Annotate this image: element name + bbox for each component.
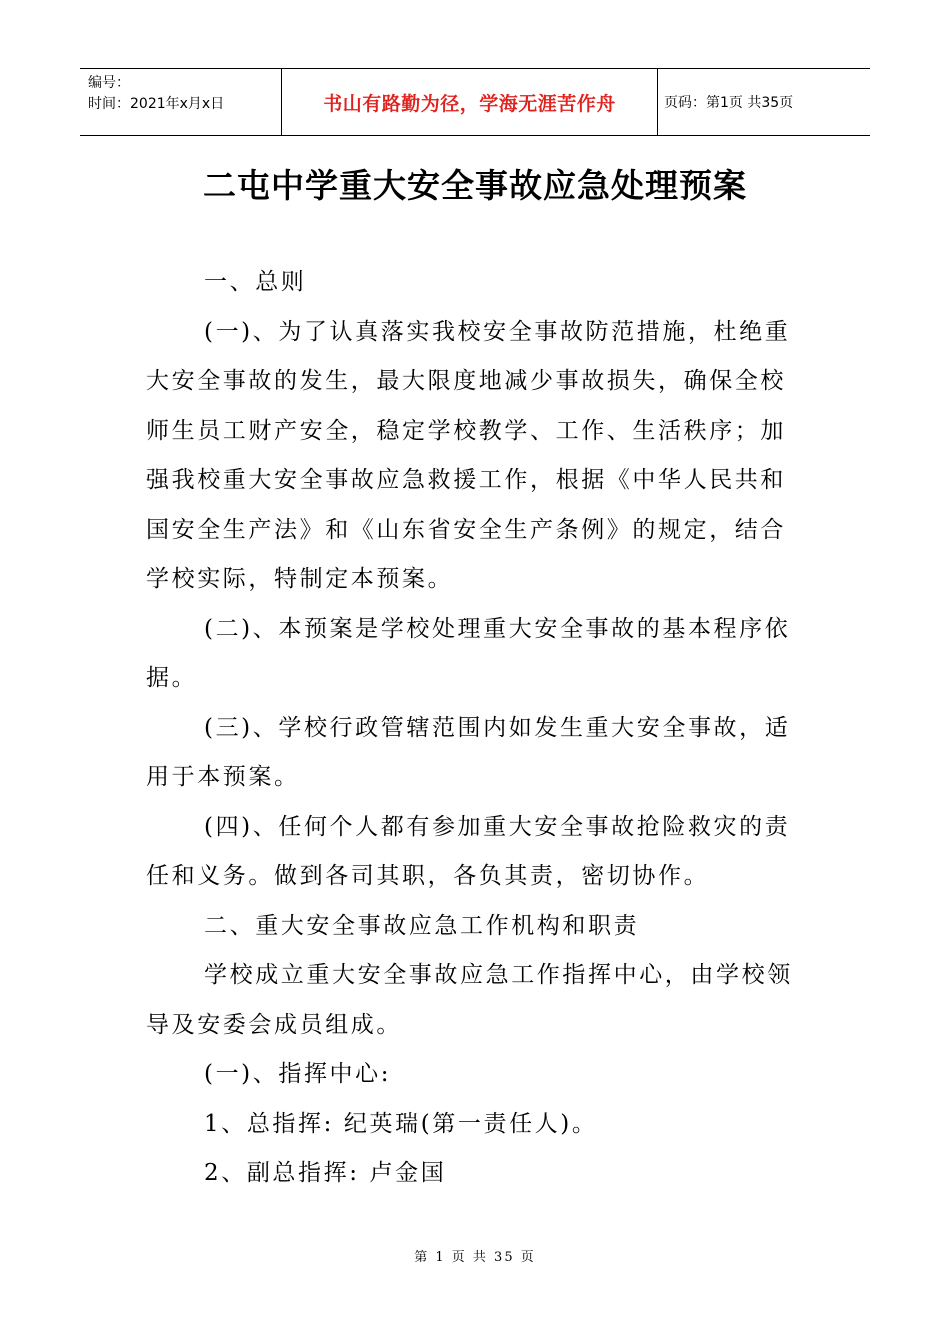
paragraph: (二)、本预案是学校处理重大安全事故的基本程序依据。 (146, 615, 791, 691)
paragraph: (一)、为了认真落实我校安全事故防范措施，杜绝重大安全事故的发生，最大限度地减少事故损失，确保全校师生员工财产安全，稳定学校教学、工作、生活秩序；加强我校重大安全事故应急救援工作，根据《中华人民共和国安全生产法》和《山东省安全生产条例》的规定，结合学校实际，特制定本预案。 (146, 318, 791, 592)
paragraph: 二、重大安全事故应急工作机构和职责 (204, 912, 640, 939)
paragraph: (三)、学校行政管辖范围内如发生重大安全事故，适用于本预案。 (146, 714, 791, 790)
code-label: 编号： (88, 75, 130, 91)
document-header (80, 68, 870, 136)
paragraph: (四)、任何个人都有参加重大安全事故抢险救灾的责任和义务。做到各司其职，各负其责，密切协作。 (146, 813, 791, 889)
paragraph: (一)、指挥中心: (204, 1061, 392, 1087)
time-label: 时间：2021年x月x日 (88, 96, 225, 112)
header-motto: 书山有路勤为径，学海无涯苦作舟 (282, 69, 658, 135)
header-meta (80, 69, 282, 135)
paragraph: 1、总指挥: 纪英瑞(第一责任人)。 (204, 1110, 598, 1137)
document-title: 二屯中学重大安全事故应急处理预案 (203, 166, 747, 205)
paragraph: 2、副总指挥: 卢金国 (204, 1160, 447, 1186)
paragraph: 一、总则 (204, 269, 307, 295)
page-footer: 第 1 页 共 35 页 (414, 1250, 536, 1265)
paragraph: 学校成立重大安全事故应急工作指挥中心，由学校领导及安委会成员组成。 (146, 962, 793, 1038)
document-body (146, 258, 806, 1199)
header-page-info: 页码：第1页 共35页 (664, 95, 794, 111)
